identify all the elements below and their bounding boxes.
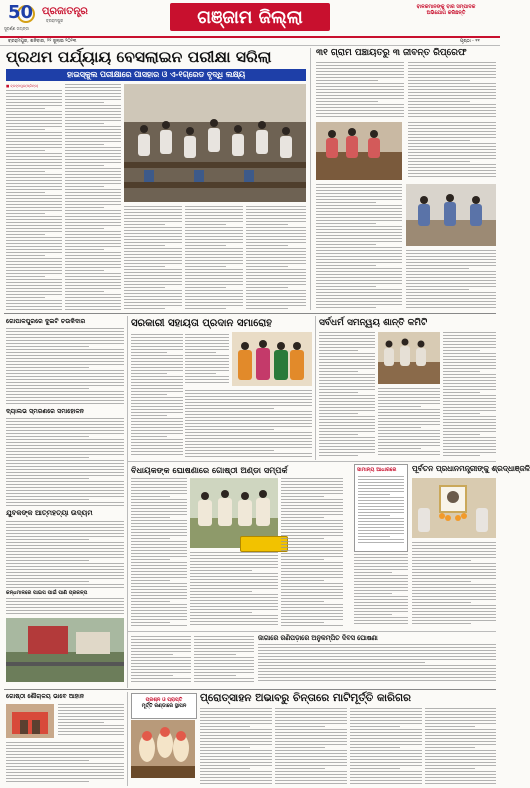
dateline: ବ୍ରହ୍ମପୁର, ଶନିବାର, ୨୨ ଜୁଲାଇ ୨୦୨୩	[8, 39, 77, 44]
jaga-headline: ଜାଗାରେ ରଣିପଡ଼ାରେ ଅନୁକମ୍ପିତ ଦିବସ ଘୋଷଣା	[258, 634, 378, 642]
bidhayak-body-col1	[131, 478, 187, 628]
divider-row5	[4, 689, 496, 690]
lead-byline: ■ ବ୍ରହ୍ମପୁର(ପ୍ରିନ୍ସ)	[6, 84, 39, 88]
kandhamala-body	[6, 598, 124, 616]
exam-hall-image	[124, 84, 306, 202]
gandhi-body-1	[58, 704, 124, 738]
paper-name: ପ୍ରଜାତନ୍ତ୍ର	[42, 6, 88, 17]
sarbadharma-body-col3	[378, 388, 440, 458]
gopalpur-box-title: ସାମାନ୍ୟ ଆଧାରରେ	[357, 467, 397, 473]
bidhayak-headline: ବିଧାୟକଙ୍କ ଘୋଷଣାରେ ଗୋଷ୍ଠୀ ଅଣ୍ଡା ସମ୍ପର୍କ	[131, 465, 288, 475]
top-right-body-col2	[408, 62, 496, 120]
protsahan-body-col4	[425, 708, 496, 786]
dateline-rule	[0, 45, 500, 46]
top-right-photo-2	[406, 184, 496, 246]
lead-body-col2	[65, 84, 121, 312]
divider-col-left	[127, 316, 128, 688]
sarbadharma-photo	[378, 332, 440, 384]
smaran-body	[412, 542, 496, 628]
meeting-image	[316, 122, 402, 180]
idol-maker-image	[131, 720, 195, 778]
divider-row2	[4, 313, 496, 314]
smaran-headline: ପୂର୍ବତନ ପ୍ରଧାନମନ୍ତ୍ରୀଙ୍କୁ ଶ୍ରଦ୍ଧାଞ୍ଜଳି	[412, 464, 530, 473]
gopalpur-body	[6, 328, 124, 406]
dhalaha-headline: ଦ୍ୟାଲଭ ସ୍ମରଣରେ ସମାହୋଳନ	[6, 408, 85, 415]
top-right-body-col4	[316, 184, 402, 310]
yubak-headline: ଯୁବକଙ୍କ ଆତ୍ମହତ୍ୟା ଉଦ୍ୟମ	[6, 509, 93, 517]
sarakari-body-col2	[185, 334, 229, 386]
sarakari-headline: ସରକାରୀ ସହାୟତା ପ୍ରଦାନ ସମାରୋହ	[131, 318, 272, 329]
bottom-box	[131, 693, 197, 719]
committee-meeting-image	[378, 332, 440, 384]
kandhamala-headline: କନ୍ଧମାଳରେ ପାଇପ ପାଇଁ ପାଣି ପ୍ରକଳ୍ପ	[6, 590, 88, 596]
jaga-body	[258, 644, 496, 684]
dhalaha-body	[6, 418, 124, 508]
lead-body-col1	[6, 90, 62, 312]
top-right-note-line2: ଅଭିଯୋଗ କରିଛନ୍ତି	[426, 10, 466, 16]
bidhayak-body-col2	[190, 552, 278, 628]
top-right-headline: ୩୧ ଗ୍ରାମ ପଞ୍ଚାୟତରୁ ୩ ଜୀବନ୍ତ ରିପ୍ରେଫ	[316, 48, 467, 58]
protsahan-body-col2	[275, 708, 347, 786]
masthead	[0, 0, 500, 36]
lead-headline: ପ୍ରଥମ ପର୍ଯ୍ୟାୟ ବେସଲାଇନ ପରୀକ୍ଷା ସରିଲା	[6, 48, 272, 66]
sarbadharma-body-col1	[319, 332, 375, 458]
office-image	[406, 184, 496, 246]
kandhamala-photo	[6, 618, 124, 682]
lead-body-col4	[185, 206, 243, 312]
protsahan-headline: ପ୍ରୋତ୍ସାହନ ଅଭାବରୁ ଚିନ୍ତାରେ ମାଟିମୂର୍ତ୍ତି କାରିଗର	[200, 692, 411, 704]
logo-number: 50	[8, 2, 34, 23]
divider-lead-right	[310, 48, 311, 310]
dateline-bar	[0, 38, 500, 45]
protsahan-body-col3	[350, 708, 422, 786]
bottom-box-subtitle: ମୂର୍ତ୍ତି ରଣ୍ଡାରେ ସ୍ଥାପନ	[141, 703, 187, 709]
sarakari-body-col3	[185, 390, 312, 458]
yubak-body	[6, 521, 124, 589]
gandhi-body-2	[6, 742, 124, 786]
sarbadharma-headline: ସର୍ବଧର୍ମ ସମନ୍ୱୟ ଶାନ୍ତି କମିଟି	[319, 318, 428, 328]
page-label: ପୃଷ୍ଠା - ୧୧	[460, 39, 480, 44]
sarakari-photo	[232, 332, 312, 386]
lead-body-col5	[246, 206, 306, 312]
section-title: ଗଞ୍ଜାମ ଜିଲ୍ଲା	[197, 6, 303, 28]
gopalpur-box-follow	[354, 554, 408, 628]
sarakari-body-col1	[131, 334, 183, 458]
row4-col1	[131, 636, 191, 684]
top-right-photo-1	[316, 122, 402, 180]
lead-subhead: ହାଇସ୍କୁଲ ପରୀକ୍ଷାରେ ପାସହାର ଓ ଏ-୧ଗ୍ରେଡ ବୃଦ୍ଧି ଲକ୍ଷ୍ୟ	[66, 70, 246, 79]
top-right-body-col3	[408, 122, 496, 180]
row4-col2	[194, 636, 254, 684]
divider-row3	[128, 461, 496, 462]
gopalpur-box-body	[355, 476, 407, 546]
bottom-box-title: ପ୍ରଶ୍ନ ଓ ପ୍ରାପ୍ତି	[145, 697, 183, 703]
gopalpur-box	[354, 464, 408, 552]
gopalpur-headline: ଗୋପାଳପୁରରେ ଦୁଇଟି ଚଉକିଦାର	[6, 318, 86, 325]
smaran-photo	[412, 478, 496, 538]
logo-caption: ସୁବର୍ଣ୍ଣ ଜୟନ୍ତୀ	[4, 26, 30, 31]
sarbadharma-body-col2	[443, 332, 496, 458]
water-tank-image	[6, 618, 124, 682]
divider-row4	[128, 631, 496, 632]
divider-center	[315, 316, 316, 460]
lead-subhead-bar	[6, 69, 306, 81]
top-right-body-col1	[316, 62, 404, 120]
top-right-note-line1: ବାଳକମାନଙ୍କୁ ବାର ସମ୍ପାଦକ	[416, 4, 476, 10]
gandhi-headline: ଗୋଷ୍ଠୀ ଶୌଚାଳୟ ଭାବେ ଆହାନ	[6, 693, 85, 700]
lead-body-col3	[124, 206, 182, 312]
jubilee-logo	[6, 2, 40, 28]
lead-photo-exam-hall	[124, 84, 306, 202]
divider-bottom-1	[127, 692, 128, 786]
section-title-box	[170, 3, 330, 31]
toilet-building-image	[6, 704, 54, 738]
top-right-body-col5	[406, 250, 496, 310]
paper-tagline: ବ୍ରହ୍ମପୁର	[46, 18, 64, 23]
ceremony-image	[232, 332, 312, 386]
protsahan-photo	[131, 720, 195, 778]
protsahan-body-col1	[200, 708, 272, 786]
top-right-note	[396, 4, 496, 16]
bidhayak-body-col3	[281, 478, 343, 628]
gandhi-photo	[6, 704, 54, 738]
tribute-image	[412, 478, 496, 538]
